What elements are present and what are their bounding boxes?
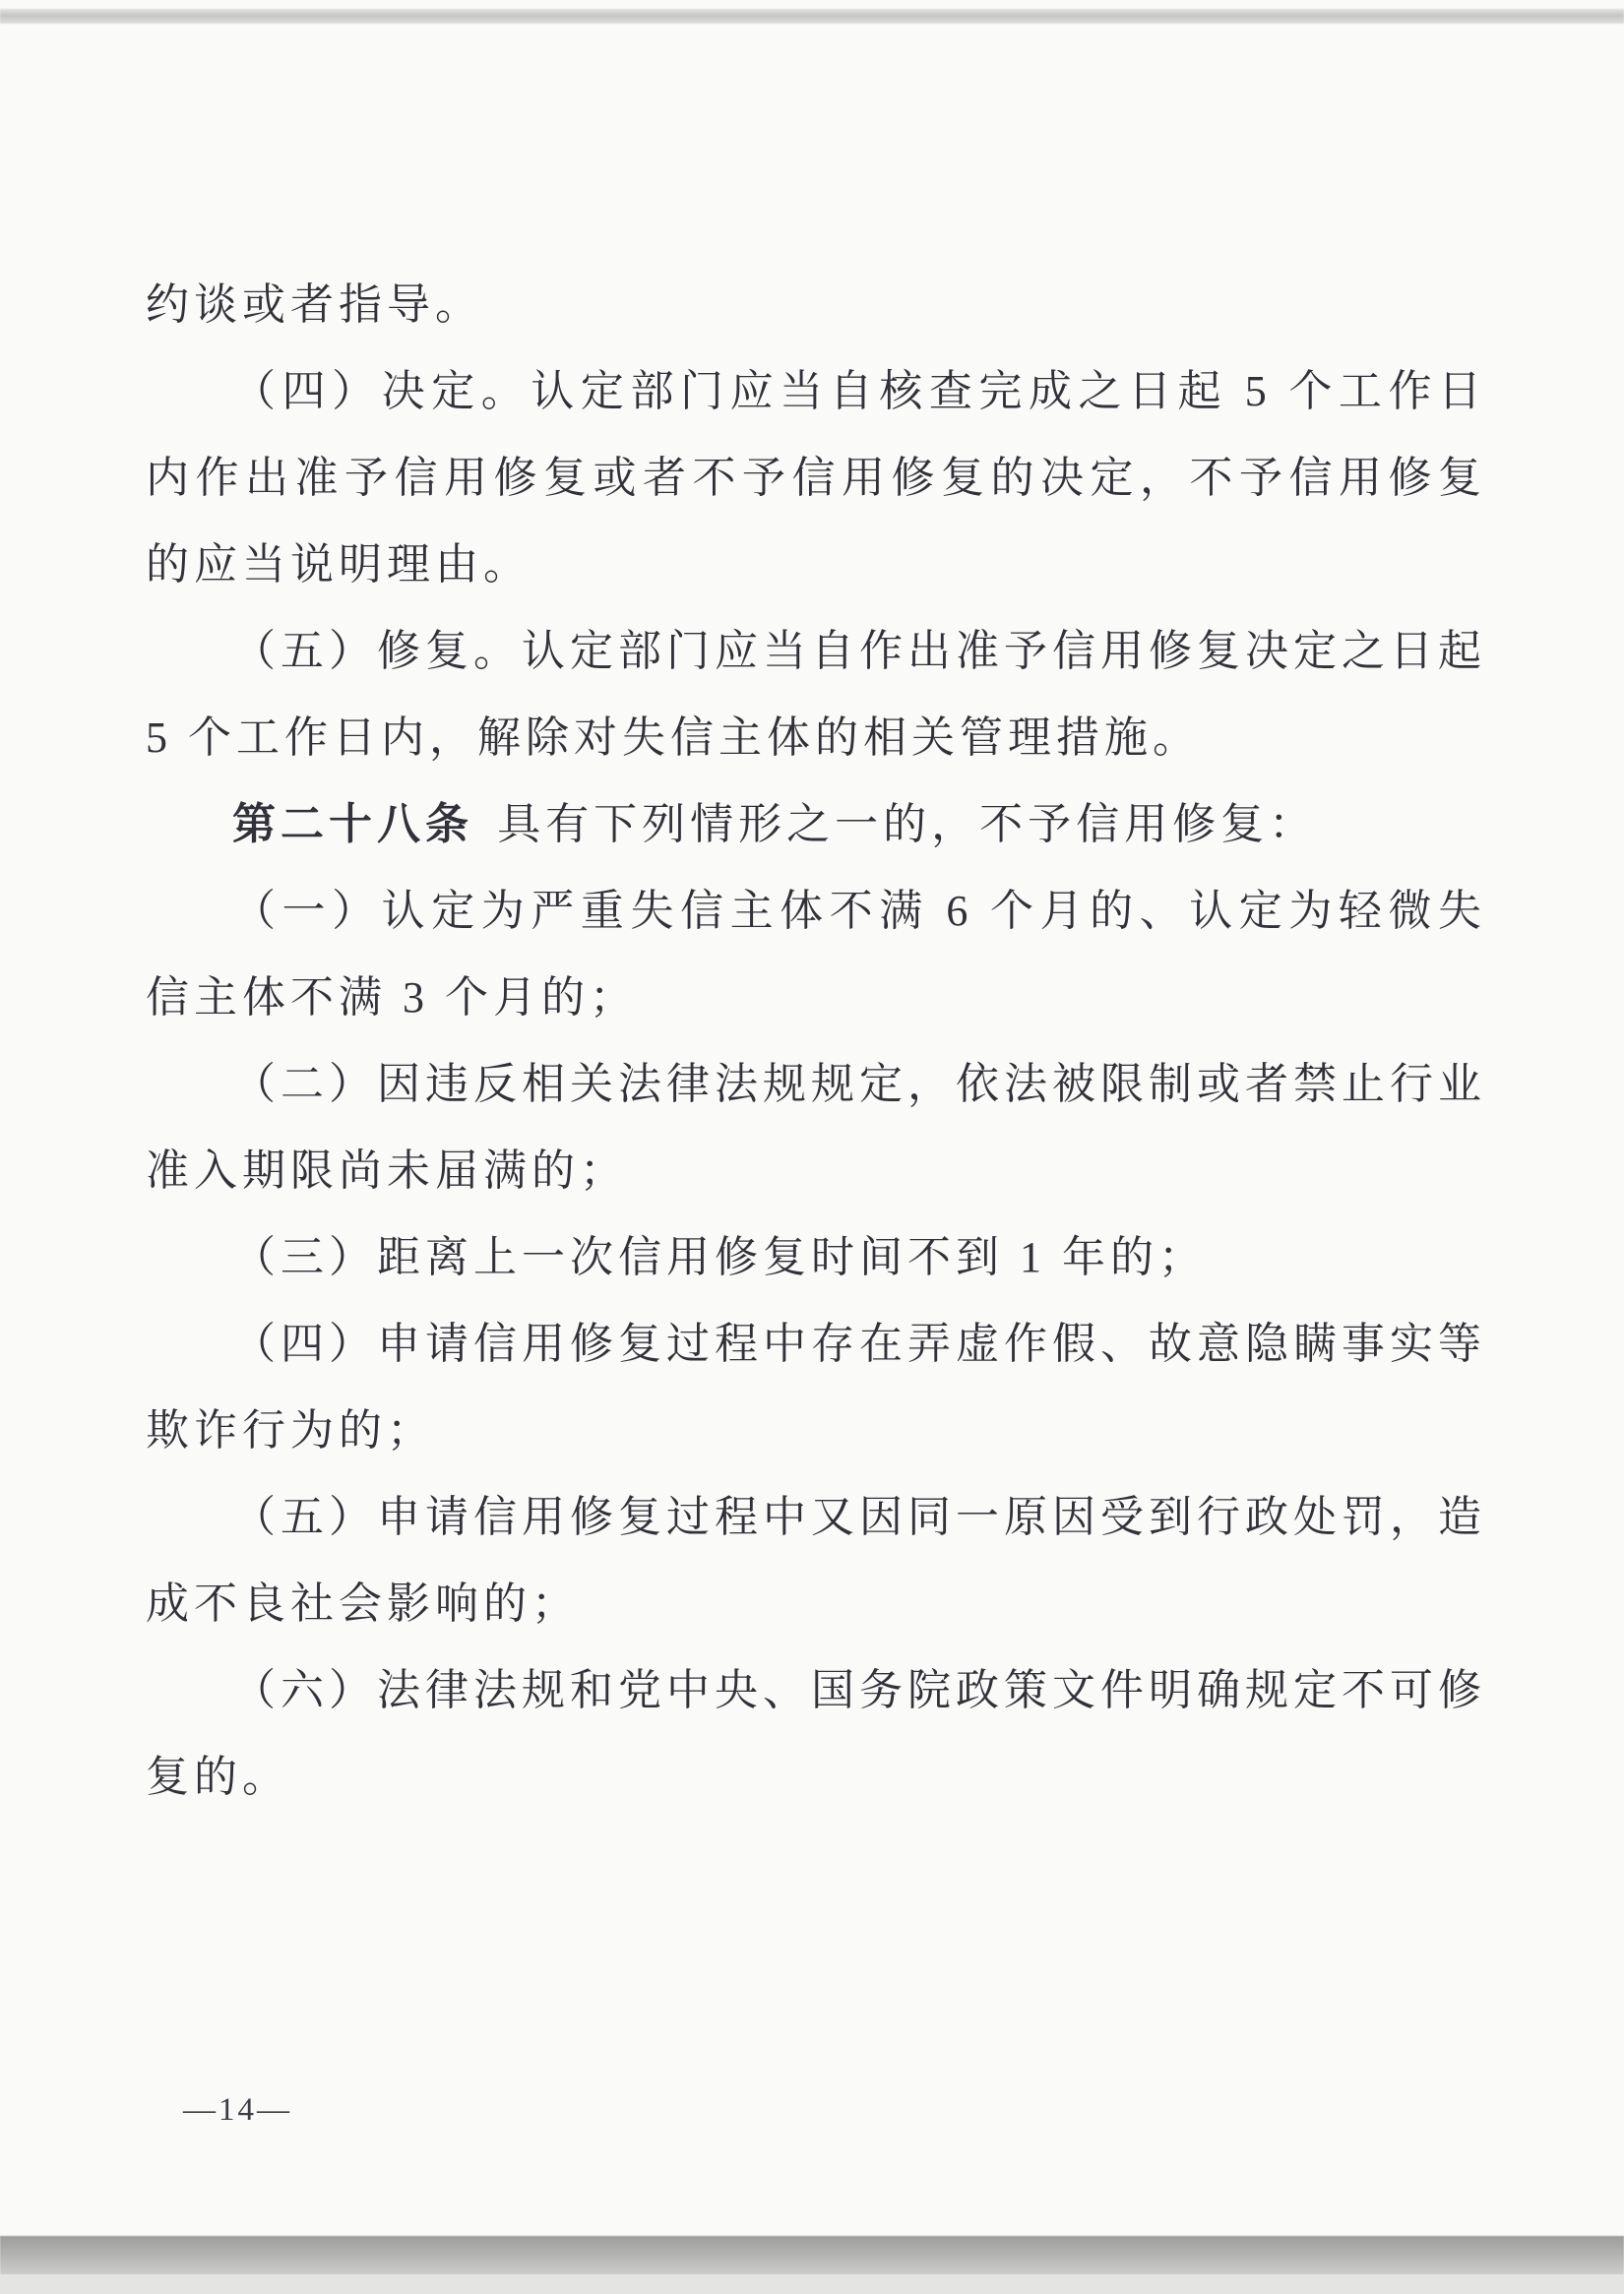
paragraph-text: （三）距离上一次信用修复时间不到 1 年的； xyxy=(232,1233,1207,1281)
paragraph-text: （四）申请信用修复过程中存在弄虚作假、故意隐瞒事实等欺诈行为的； xyxy=(146,1320,1486,1455)
paragraph xyxy=(146,348,1486,608)
scan-top-edge xyxy=(0,9,1624,24)
paragraph-text: 具有下列情形之一的，不予信用修复： xyxy=(497,800,1318,848)
paragraph xyxy=(146,1041,1486,1214)
paragraph xyxy=(146,262,1486,348)
paragraph-text: 约谈或者指导。 xyxy=(146,280,483,329)
paragraph xyxy=(146,1647,1486,1821)
paragraph-article-heading xyxy=(146,781,1486,868)
paragraph-text: （四）决定。认定部门应当自核查完成之日起 5 个工作日内作出准予信用修复或者不予信用修复的决定，不予信用修复的应当说明理由。 xyxy=(146,367,1486,589)
paragraph xyxy=(146,1474,1486,1647)
paragraph-text: （五）修复。认定部门应当自作出准予信用修复决定之日起 5 个工作日内，解除对失信主体的相关管理措施。 xyxy=(146,627,1486,762)
paragraph xyxy=(146,1214,1486,1301)
paragraph-text: （五）申请信用修复过程中又因同一原因受到行政处罚，造成不良社会影响的； xyxy=(146,1493,1486,1628)
paragraph xyxy=(146,1301,1486,1474)
paragraph-text: （六）法律法规和党中央、国务院政策文件明确规定不可修复的。 xyxy=(146,1666,1486,1801)
scan-bottom-tail xyxy=(0,2274,1624,2294)
paragraph xyxy=(146,608,1486,781)
paragraph xyxy=(146,868,1486,1041)
article-number: 第二十八条 xyxy=(232,800,473,848)
paragraph-text: （一）认定为严重失信主体不满 6 个月的、认定为轻微失信主体不满 3 个月的； xyxy=(146,887,1486,1022)
scan-bottom-edge xyxy=(0,2236,1624,2275)
page-number: —14— xyxy=(183,2092,292,2128)
paragraph-text: （二）因违反相关法律法规规定，依法被限制或者禁止行业准入期限尚未届满的； xyxy=(146,1060,1486,1195)
body-text xyxy=(146,262,1486,1821)
